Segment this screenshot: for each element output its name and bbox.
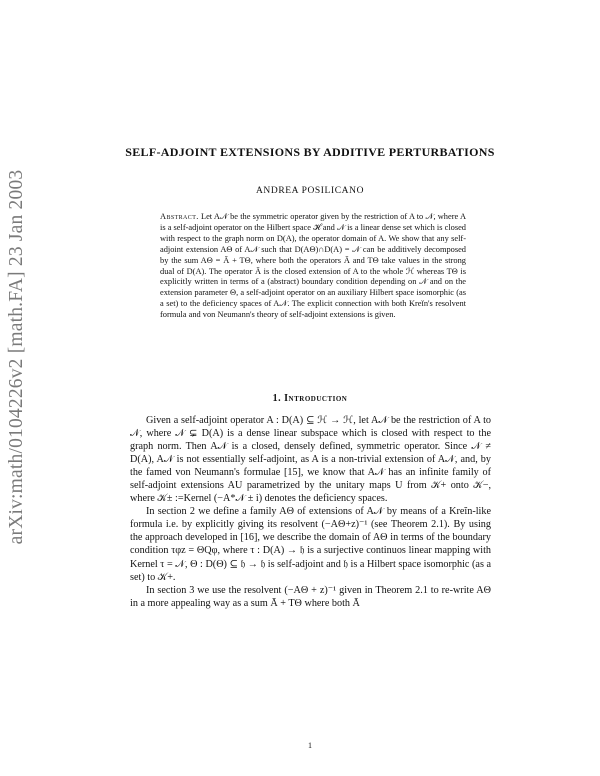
paragraph: In section 2 we define a family AΘ of extensions of A𝒩 by means of a Kreĭn-like formula i.e. by explicitly giving its resolvent (−AΘ+z)⁻¹ (see Theorem 2.1). By using the approach developed in [16], we describe the domain of AΘ in terms of the boundary condition τφz = ΘQφ, where τ : D(A) → 𝔥 is a surjective continuos linear mapping with Kernel τ = 𝒩, Θ : D(Θ) ⊆ 𝔥 → 𝔥 is self-adjoint and 𝔥 is a Hilbert space isomorphic (as a set) to 𝒦+.	[130, 506, 491, 583]
abstract	[160, 212, 466, 321]
section-heading-introduction: 1. Introduction	[272, 393, 348, 404]
abstract-label: Abstract.	[160, 212, 199, 221]
author-name: ANDREA POSILICANO	[255, 186, 365, 196]
paper-title: SELF-ADJOINT EXTENSIONS BY ADDITIVE PERTURBATIONS	[125, 145, 495, 159]
arxiv-sidebar-stamp	[4, 132, 30, 582]
arxiv-identifier: arXiv:math/0104226v2 [math.FA] 23 Jan 2003	[6, 169, 27, 545]
paragraph: In section 3 we use the resolvent (−AΘ + z)⁻¹ given in Theorem 2.1 to re-write AΘ in a more appealing way as a sum Ā + TΘ where both Ā	[130, 584, 491, 609]
page-number: 1	[308, 741, 312, 750]
paragraph: Given a self-adjoint operator A : D(A) ⊆ ℋ → ℋ, let A𝒩 be the restriction of A to 𝒩, where 𝒩 ⊊ D(A) is a dense linear subspace which is closed with respect to the graph norm. Then A𝒩 is a closed, densely defined, symmetric operator. Since 𝒩 ≠ D(A), A𝒩 is not essentially self-adjoint, as A is a non-trivial extension of A𝒩, and, by the famed von Neumann's formulae [15], we know that A𝒩 has an infinite family of self-adjoint extensions AU parametrized by the unitary maps U from 𝒦+ onto 𝒦−, where 𝒦± :=Kernel (−A*𝒩 ± i) denotes the deficiency spaces.	[130, 415, 491, 505]
abstract-text: Let A𝒩 be the symmetric operator given by the restriction of A to 𝒩, where A is a self-adjoint operator on the Hilbert space ℋ and 𝒩 is a linear dense set which is closed with respect to the graph norm on D(A), the operator domain of A. We show that any self-adjoint extension AΘ of A𝒩 such that D(AΘ)∩D(A) = 𝒩 can be additively decomposed by the sum AΘ = Ā + TΘ, where both the operators Ā and TΘ take values in the strong dual of D(A). The operator Ā is the closed extension of A to the whole ℋ whereas TΘ is explicitly written in terms of a (abstract) boundary condition depending on 𝒩 and on the extension parameter Θ, a self-adjoint operator on an auxiliary Hilbert space isomorphic (as a set) to the deficiency spaces of A𝒩. The explicit connection with both Kreĭn's resolvent formula and von Neumann's theory of self-adjoint extensions is given.	[160, 212, 466, 320]
introduction-body	[130, 414, 491, 610]
